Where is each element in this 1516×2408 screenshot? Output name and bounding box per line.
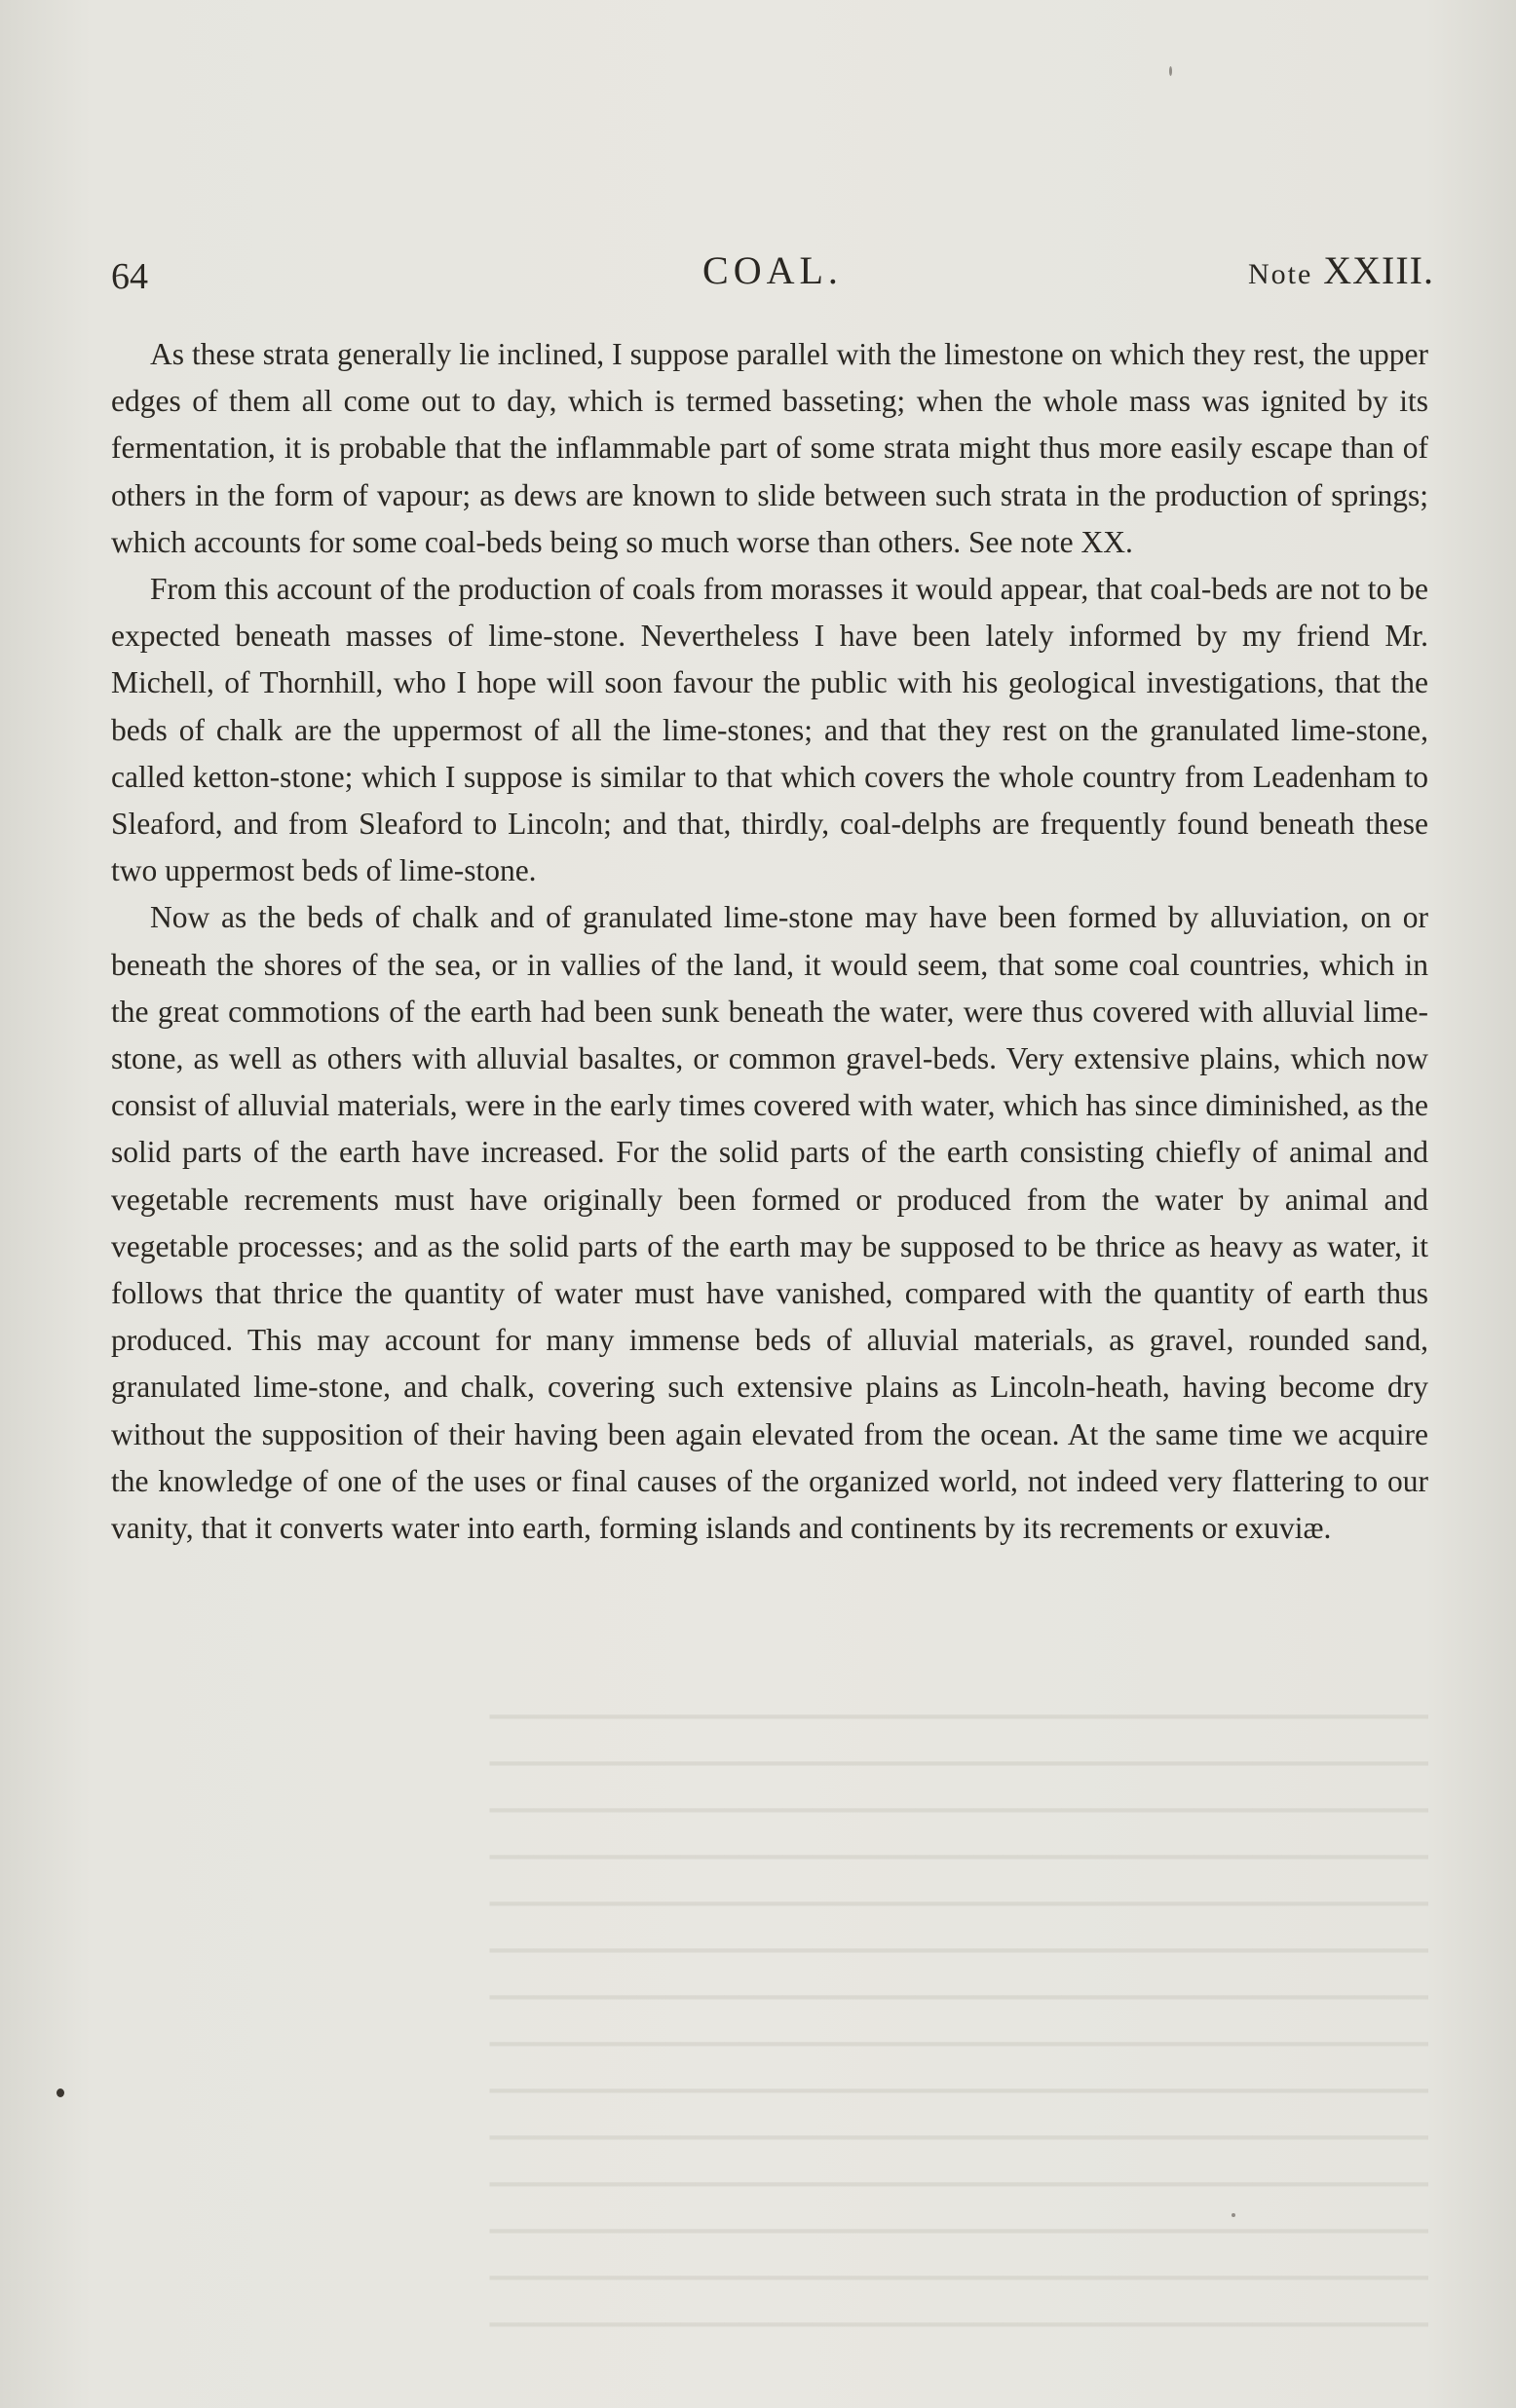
running-title: COAL. (702, 248, 843, 292)
body-text (111, 331, 1428, 1552)
ink-speck (1232, 2213, 1235, 2217)
page-number: 64 (111, 256, 148, 297)
ink-speck (57, 2088, 64, 2097)
note-label (1248, 247, 1434, 293)
show-through-texture: ━━━━━━━━━━━━━━━━━━━━━━━━━━━━━━━━━━━━━━━━━━━━━━━━━━━━━━━━━━━━━━━━ ━━━━━━━━━━━━━━━━━━━━━━━━━━━━━━━━━━━━━━━━━━━━━━━━━━━━━━━━━━━━━━━━ ━━━━━━━━━━━━━━━━━━━━━━━━━━━━━━━━━━━━━━━━━━━━━━━━━━━━━━━━━━━━━━━━ ━━━━━━━━━━━━━━━━━━━━━━━━━━━━━━━━━━━━━━━━━━━━━━━━━━━━━━━━━━━━━━━━ ━━━━━━━━━━━━━━━━━━━━━━━━━━━━━━━━━━━━━━━━━━━━━━━━━━━━━━━━━━━━━━━━ ━━━━━━━━━━━━━━━━━━━━━━━━━━━━━━━━━━━━━━━━━━━━━━━━━━━━━━━━━━━━━━━━ ━━━━━━━━━━━━━━━━━━━━━━━━━━━━━━━━━━━━━━━━━━━━━━━━━━━━━━━━━━━━━━━━ ━━━━━━━━━━━━━━━━━━━━━━━━━━━━━━━━━━━━━━━━━━━━━━━━━━━━━━━━━━━━━━━━ ━━━━━━━━━━━━━━━━━━━━━━━━━━━━━━━━━━━━━━━━━━━━━━━━━━━━━━━━━━━━━━━━ ━━━━━━━━━━━━━━━━━━━━━━━━━━━━━━━━━━━━━━━━━━━━━━━━━━━━━━━━━━━━━━━━ ━━━━━━━━━━━━━━━━━━━━━━━━━━━━━━━━━━━━━━━━━━━━━━━━━━━━━━━━━━━━━━━━ ━━━━━━━━━━━━━━━━━━━━━━━━━━━━━━━━━━━━━━━━━━━━━━━━━━━━━━━━━━━━━━━━ ━━━━━━━━━━━━━━━━━━━━━━━━━━━━━━━━━━━━━━━━━━━━━━━━━━━━━━━━━━━━━━━━ ━━━━━━━━━━━━━━━━━━━━━━━━━━━━━━━━━━━━━━━━━━━━━━━━━━━━━━━━━━━━━━━━ (489, 1705, 1428, 2339)
paragraph-2: From this account of the production of coals from morasses it would appear, that coal-beds are not to be expected beneath masses of lime-stone. Nevertheless I have been lately informed by my friend Mr. Michell, of Thornhill, who I hope will soon favour the public with his geological investigations, that the beds of chalk are the uppermost of all the lime-stones; and that they rest on the granulated lime-stone, called ketton-stone; which I suppose is similar to that which covers the whole country from Leadenham to Sleaford, and from Sleaford to Lincoln; and that, thirdly, coal-delphs are frequently found beneath these two uppermost beds of lime-stone. (111, 572, 1428, 888)
ink-speck (1169, 66, 1172, 76)
running-header (111, 244, 1434, 302)
paragraph-3: Now as the beds of chalk and of granulated lime-stone may have been formed by alluviation, on or beneath the shores of the sea, or in vallies of the land, it would seem, that some coal countries, which in the great commotions of the earth had been sunk beneath the water, were thus covered with alluvial lime-stone, as well as others with alluvial basaltes, or common gravel-beds. Very extensive plains, which now consist of alluvial materials, were in the early times covered with water, which has since diminished, as the solid parts of the earth have increased. For the solid parts of the earth consisting chiefly of animal and vegetable recrements must have originally been formed or produced from the water by animal and vegetable processes; and as the solid parts of the earth may be supposed to be thrice as heavy as water, it follows that thrice the quantity of water must have vanished, compared with the quantity of earth thus produced. This may account for many immense beds of alluvial materials, as gravel, rounded sand, granulated lime-stone, and chalk, covering such extensive plains as Lincoln-heath, having become dry without the supposition of their having been again elevated from the ocean. At the same time we acquire the knowledge of one of the uses or final causes of the organized world, not indeed very flattering to our vanity, that it converts water into earth, forming islands and continents by its recrements or exuviæ. (111, 900, 1428, 1546)
note-prefix: Note (1247, 258, 1313, 290)
paragraph-1: As these strata generally lie inclined, I suppose parallel with the limestone on which they rest, the upper edges of them all come out to day, which is termed basseting; when the whole mass was ignited by its fermentation, it is probable that the inflammable part of some strata might thus more easily escape than of others in the form of vapour; as dews are known to slide between such strata in the production of springs; which accounts for some coal-beds being so much worse than others. See note XX. (111, 337, 1428, 559)
note-number: XXIII. (1323, 248, 1434, 292)
